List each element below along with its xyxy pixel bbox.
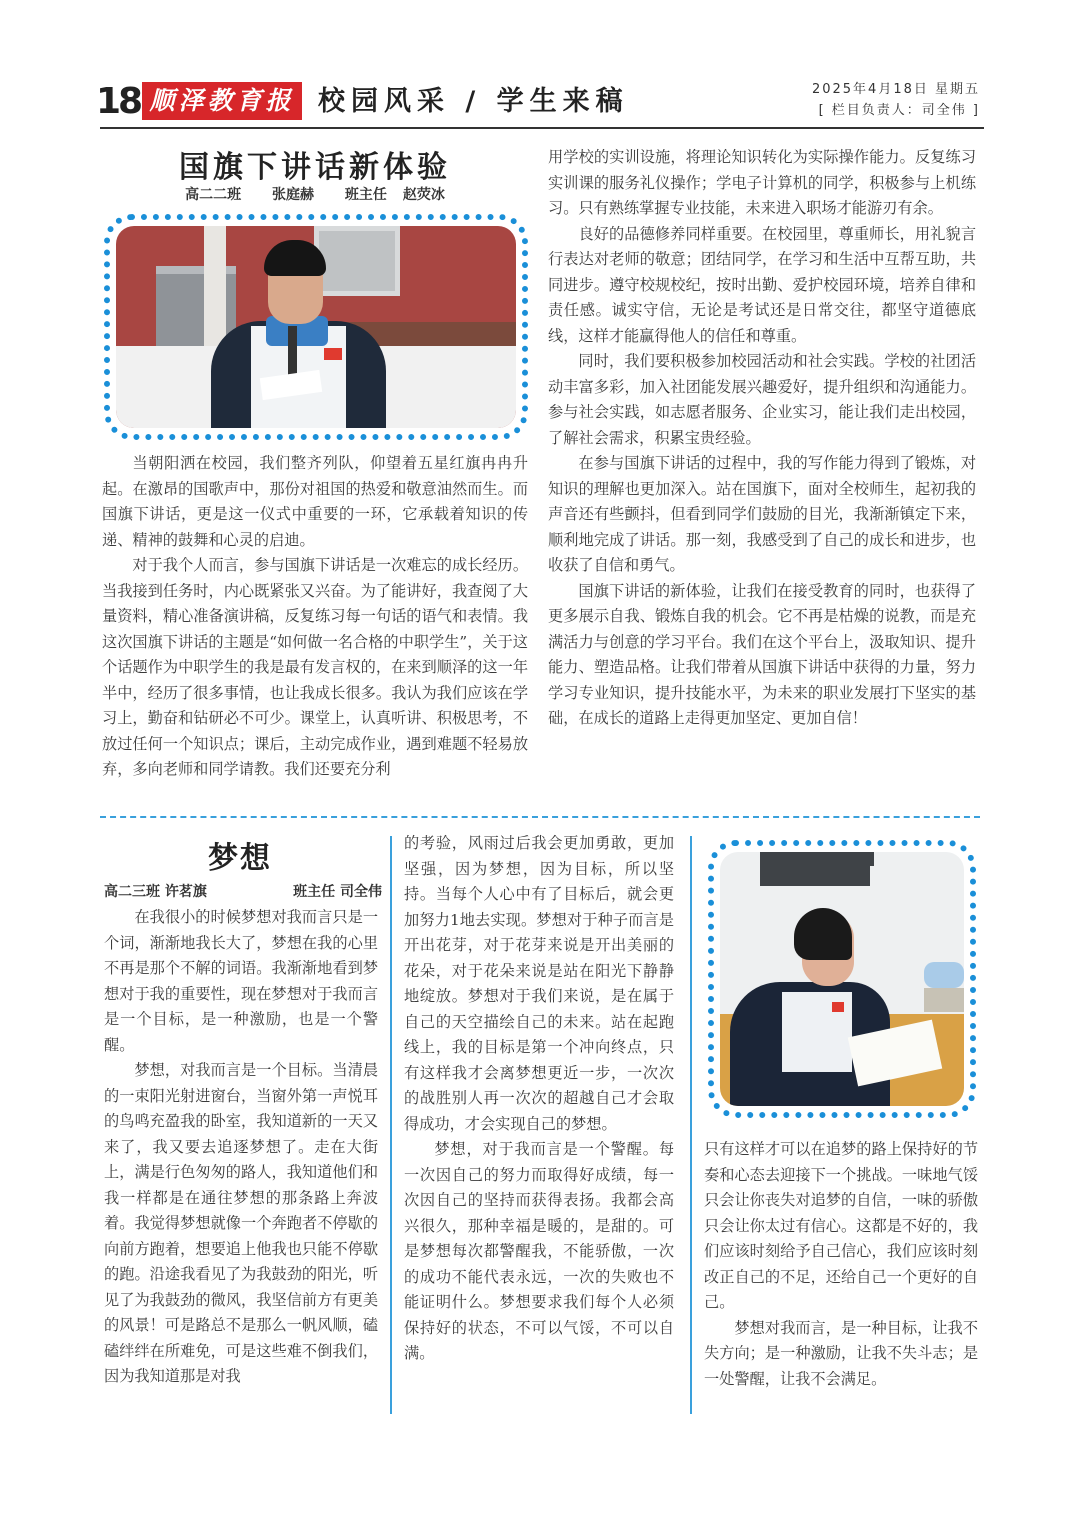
paragraph: 梦想对我而言，是一种目标，让我不失方向；是一种激励，让我不失斗志；是一处警醒，让我不会满足。 — [704, 1318, 978, 1388]
paragraph: 当朝阳洒在校园，我们整齐列队，仰望着五星红旗冉冉升起。在激昂的国歌声中，那份对祖国的热爱和敬意油然而生。而国旗下讲话，更是这一仪式中重要的一环，它承载着知识的传递、精神的鼓舞和心灵的启迪。 — [102, 454, 528, 549]
byline-teacher-label: 班主任 — [293, 884, 336, 900]
byline-teacher: 司全伟 — [340, 884, 382, 900]
page-number: 18 — [96, 81, 141, 122]
masthead — [96, 80, 984, 124]
article1-title: 国旗下讲话新体验 — [179, 150, 451, 185]
article2-photo — [720, 852, 964, 1106]
paragraph: 只有这样才可以在追梦的路上保持好的节奏和心态去迎接下一个挑战。一味地气馁只会让你丧失对追梦的自信，一味的骄傲只会让你太过有信心。这都是不好的，我们应该时刻给予自己信心，我们应该时刻改正自己的不足，还给自己一个更好的自己。 — [704, 1140, 978, 1311]
paragraph: 用学校的实训设施，将理论知识转化为实际操作能力。反复练习实训课的服务礼仪操作；学电子计算机的同学，积极参与上机练习。只有熟练掌握专业技能，未来进入职场才能游刃有余。 — [548, 148, 976, 217]
paragraph: 在我很小的时候梦想对我而言只是一个词，渐渐地我长大了，梦想在我的心里不再是那个不解的词语。我渐渐地看到梦想对于我的重要性，现在梦想对于我而言是一个目标，是一种激励，也是一个警醒。 — [104, 908, 378, 1054]
byline-teacher-label: 班主任 — [344, 187, 387, 203]
byline-class: 高二三班 — [104, 884, 160, 900]
article1-photo-frame — [104, 214, 528, 440]
article1-column-2 — [548, 145, 976, 732]
issue-date: 2025年4月18日 星期五 — [811, 82, 980, 97]
column-rule — [390, 836, 392, 1414]
header-rule — [100, 127, 984, 129]
byline-class: 高二二班 — [185, 187, 242, 203]
article2-photo-frame — [708, 840, 976, 1118]
flag-badge-icon — [832, 1002, 844, 1012]
flag-badge-icon — [324, 348, 342, 360]
paragraph: 的考验，风雨过后我会更加勇敢，更加坚强，因为梦想，因为目标，所以坚持。当每个人心中有了目标后，就会更加努力1地去实现。梦想对于种子而言是开出花芽，对于花芽来说是开出美丽的花朵，对于花朵来说是站在阳光下静静地绽放。梦想对于我们来说，是在属于自己的天空描绘自己的未来。站在起跑线上，我的目标是第一个冲向终点，只有这样我才会离梦想更近一步，一次次的战胜别人再一次次的超越自己才会取得成功，才会实现自己的梦想。 — [404, 834, 674, 1133]
section-title: 校园风采 / 学生来稿 — [318, 86, 629, 117]
paragraph: 同时，我们要积极参加校园活动和社会实践。学校的社团活动丰富多彩，加入社团能发展兴趣爱好，提升组织和沟通能力。参与社会实践，如志愿者服务、企业实习，能让我们走出校园，了解社会需求，积累宝贵经验。 — [548, 352, 976, 447]
article2-byline — [104, 881, 382, 901]
article1-column-1 — [102, 451, 528, 783]
paragraph: 国旗下讲话的新体验，让我们在接受教育的同时，也获得了更多展示自我、锻炼自我的机会。它不再是枯燥的说教，而是充满活力与创意的学习平台。我们在这个平台上，汲取知识、提升能力、塑造品格。让我们带着从国旗下讲话中获得的力量，努力学习专业知识，提升技能水平，为未来的职业发展打下坚实的基础，在成长的道路上走得更加坚定、更加自信！ — [548, 581, 976, 727]
paragraph: 良好的品德修养同样重要。在校园里，尊重师长，用礼貌言行表达对老师的敬意；团结同学，在学习和生活中互帮互助，共同进步。遵守校规校纪，按时出勤、爱护校园环境，培养自律和责任感。诚实守信，无论是考试还是日常交往，都坚守道德底线，这样才能赢得他人的信任和尊重。 — [548, 224, 976, 345]
newspaper-name: 顺泽教育报 — [142, 82, 302, 120]
article2-column-3 — [704, 1137, 978, 1392]
article-divider — [100, 816, 980, 818]
paragraph: 梦想，对于我而言是一个警醒。每一次因自己的努力而取得好成绩，每一次因自己的坚持而获得表扬。我都会高兴很久，那种幸福是暖的，是甜的。可是梦想每次都警醒我，不能骄傲，一次的成功不能代表永远，一次的失败也不能证明什么。梦想要求我们每个人必须保持好的状态，不可以气馁，不可以自满。 — [404, 1140, 674, 1362]
column-rule — [690, 836, 692, 1414]
paragraph: 在参与国旗下讲话的过程中，我的写作能力得到了锻炼，对知识的理解也更加深入。站在国旗下，面对全校师生，起初我的声音还有些颤抖，但看到同学们鼓励的目光，我渐渐镇定下来，顺利地完成了讲话。那一刻，我感受到了自己的成长和进步，也收获了自信和勇气。 — [548, 454, 976, 574]
byline-author: 许茗旗 — [164, 884, 207, 900]
column-editor: [ 栏目负责人：司全伟 ] — [818, 103, 980, 118]
paragraph: 梦想，对我而言是一个目标。当清晨的一束阳光射进窗台，当窗外第一声悦耳的鸟鸣充盈我的卧室，我知道新的一天又来了，我又要去追逐梦想了。走在大街上，满是行色匆匆的路人，我知道他们和我一样都是在通往梦想的那条路上奔波着。我觉得梦想就像一个奔跑者不停歇的向前方跑着，想要追上他我也只能不停歇的跑。沿途我看见了为我鼓劲的阳光，听见了为我鼓劲的微风，我坚信前方有更美的风景！可是路总不是那么一帆风顺，磕磕绊绊在所难免，可是这些难不倒我们，因为我知道那是对我 — [104, 1061, 378, 1385]
article1-byline — [100, 184, 530, 204]
byline-author: 张庭赫 — [272, 187, 314, 203]
byline-teacher: 赵荧冰 — [402, 187, 445, 203]
paragraph: 对于我个人而言，参与国旗下讲话是一次难忘的成长经历。当我接到任务时，内心既紧张又兴奋。为了能讲好，我查阅了大量资料，精心准备演讲稿，反复练习每一句话的语气和表情。我这次国旗下讲话的主题是“如何做一名合格的中职学生”，关于这个话题作为中职学生的我是最有发言权的，在来到顺泽的这一年半中，经历了很多事情，也让我成长很多。我认为我们应该在学习上，勤奋和钻研必不可少。课堂上，认真听讲、积极思考，不放过任何一个知识点；课后，主动完成作业，遇到难题不轻易放弃，多向老师和同学请教。我们还要充分利 — [102, 556, 528, 778]
article2-column-1 — [104, 905, 378, 1390]
article2-column-2 — [404, 831, 674, 1367]
article1-photo — [116, 226, 516, 428]
article2-title: 梦想 — [208, 841, 272, 876]
